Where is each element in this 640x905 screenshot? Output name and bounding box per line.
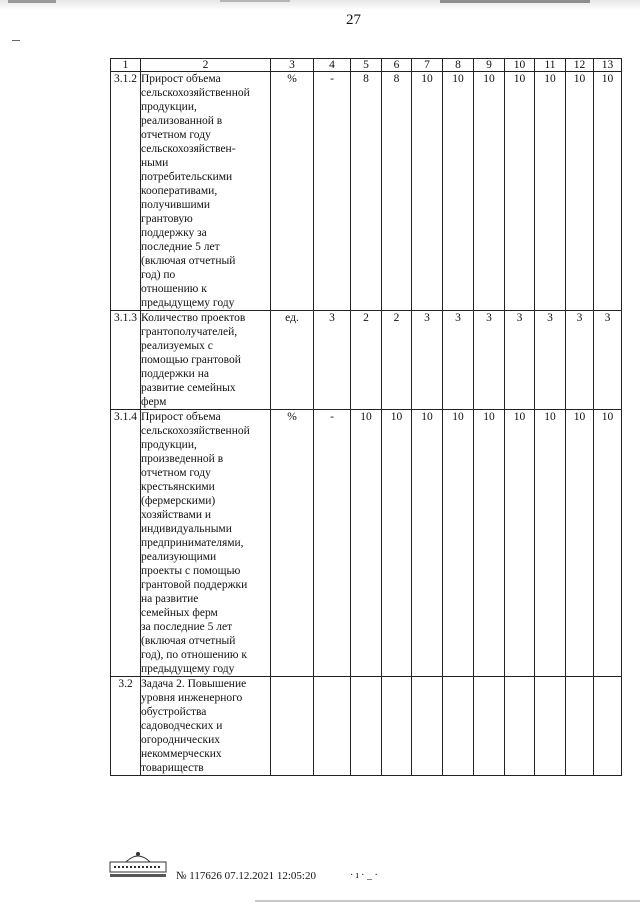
unit-cell bbox=[271, 677, 314, 776]
table-row bbox=[111, 72, 622, 311]
description-line: развитие семейных bbox=[141, 382, 236, 394]
column-number-header: 7 bbox=[412, 59, 443, 72]
column-number-header: 1 bbox=[111, 59, 141, 72]
scan-mark bbox=[220, 0, 290, 2]
description-line: продукции, bbox=[141, 101, 197, 113]
value-cell: 10 bbox=[566, 410, 594, 677]
description-line: год), по отношению к bbox=[141, 649, 247, 661]
value-cell bbox=[594, 677, 622, 776]
description-line: (включая отчетный bbox=[141, 635, 236, 647]
value-cell: 10 bbox=[594, 72, 622, 311]
row-code: 3.1.3 bbox=[111, 311, 141, 410]
description-line: поддержки на bbox=[141, 368, 209, 380]
description-line: потребительскими bbox=[141, 171, 233, 183]
electronic-signature-logo bbox=[108, 848, 168, 880]
column-number-header: 2 bbox=[141, 59, 271, 72]
description-line: крестьянскими bbox=[141, 481, 215, 493]
column-number-header: 11 bbox=[535, 59, 566, 72]
indicator-description bbox=[141, 311, 271, 410]
column-number-header: 4 bbox=[314, 59, 351, 72]
value-cell: 10 bbox=[474, 72, 505, 311]
indicator-description bbox=[141, 410, 271, 677]
value-cell: 3 bbox=[594, 311, 622, 410]
description-line: сельскохозяйственной bbox=[141, 425, 250, 437]
value-cell: 10 bbox=[505, 72, 535, 311]
description-line: помощью грантовой bbox=[141, 354, 241, 366]
description-line: сельскохозяйственной bbox=[141, 87, 250, 99]
description-line: грантовую bbox=[141, 213, 193, 225]
table-row bbox=[111, 311, 622, 410]
description-line: Количество проектов bbox=[141, 312, 246, 324]
description-line: проекты с помощью bbox=[141, 565, 241, 577]
description-line: грантовой поддержки bbox=[141, 579, 248, 591]
description-line: огороднических bbox=[141, 734, 221, 746]
description-line: реализуемых с bbox=[141, 340, 213, 352]
value-cell: 10 bbox=[443, 410, 474, 677]
description-line: на развитие bbox=[141, 593, 199, 605]
description-line: реализующими bbox=[141, 551, 217, 563]
description-line: Прирост объема bbox=[141, 73, 221, 85]
description-line: последние 5 лет bbox=[141, 241, 220, 253]
description-line: (фермерскими) bbox=[141, 495, 216, 507]
description-line: ферм bbox=[141, 396, 167, 408]
description-line: некоммерческих bbox=[141, 748, 222, 760]
value-cell bbox=[505, 677, 535, 776]
table-header-row bbox=[111, 59, 622, 72]
table-row bbox=[111, 410, 622, 677]
description-line: товариществ bbox=[141, 762, 204, 774]
description-line: получившими bbox=[141, 199, 211, 211]
value-cell: 10 bbox=[505, 410, 535, 677]
value-cell: 10 bbox=[594, 410, 622, 677]
description-line: садоводческих и bbox=[141, 720, 223, 732]
description-line: реализованной в bbox=[141, 115, 223, 127]
table-body bbox=[111, 59, 622, 776]
margin-mark bbox=[12, 40, 20, 41]
description-line: произведенной в bbox=[141, 453, 224, 465]
table-row bbox=[111, 677, 622, 776]
value-cell: 3 bbox=[505, 311, 535, 410]
value-cell bbox=[566, 677, 594, 776]
value-cell: 3 bbox=[443, 311, 474, 410]
value-cell: 10 bbox=[412, 410, 443, 677]
value-cell: 10 bbox=[412, 72, 443, 311]
description-line: индивидуальными bbox=[141, 523, 232, 535]
description-line: отчетном году bbox=[141, 129, 211, 141]
value-cell: 3 bbox=[535, 311, 566, 410]
indicators-table bbox=[110, 58, 622, 776]
description-line: год) по bbox=[141, 269, 176, 281]
description-line: продукции, bbox=[141, 439, 197, 451]
indicator-description bbox=[141, 677, 271, 776]
description-line: отчетном году bbox=[141, 467, 211, 479]
unit-cell: % bbox=[271, 410, 314, 677]
value-cell: 8 bbox=[351, 72, 382, 311]
value-cell bbox=[351, 677, 382, 776]
column-number-header: 9 bbox=[474, 59, 505, 72]
value-cell bbox=[412, 677, 443, 776]
value-cell: 10 bbox=[535, 72, 566, 311]
value-cell bbox=[314, 677, 351, 776]
column-number-header: 8 bbox=[443, 59, 474, 72]
description-line: поддержку за bbox=[141, 227, 207, 239]
unit-cell: ед. bbox=[271, 311, 314, 410]
scan-edge-bottom bbox=[255, 900, 640, 902]
description-line: (включая отчетный bbox=[141, 255, 236, 267]
column-number-header: 5 bbox=[351, 59, 382, 72]
value-cell: 10 bbox=[535, 410, 566, 677]
value-cell: 3 bbox=[412, 311, 443, 410]
value-cell: 2 bbox=[351, 311, 382, 410]
scan-mark bbox=[440, 0, 590, 3]
description-line: ными bbox=[141, 157, 169, 169]
description-line: предыдущему году bbox=[141, 297, 235, 309]
page-number: 27 bbox=[346, 12, 361, 28]
value-cell: 10 bbox=[351, 410, 382, 677]
value-cell: - bbox=[314, 72, 351, 311]
description-line: семейных ферм bbox=[141, 607, 218, 619]
value-cell: 2 bbox=[382, 311, 412, 410]
value-cell: 10 bbox=[382, 410, 412, 677]
description-line: Задача 2. Повышение bbox=[141, 678, 247, 690]
value-cell: 10 bbox=[566, 72, 594, 311]
description-line: хозяйствами и bbox=[141, 509, 212, 521]
scan-mark bbox=[8, 0, 56, 3]
value-cell bbox=[382, 677, 412, 776]
value-cell: 3 bbox=[314, 311, 351, 410]
value-cell: 10 bbox=[474, 410, 505, 677]
row-code: 3.1.2 bbox=[111, 72, 141, 311]
value-cell: 3 bbox=[474, 311, 505, 410]
column-number-header: 13 bbox=[594, 59, 622, 72]
column-number-header: 3 bbox=[271, 59, 314, 72]
value-cell bbox=[443, 677, 474, 776]
description-line: за последние 5 лет bbox=[141, 621, 233, 633]
description-line: сельскохозяйствен- bbox=[141, 143, 236, 155]
value-cell bbox=[535, 677, 566, 776]
value-cell: - bbox=[314, 410, 351, 677]
description-line: кооперативами, bbox=[141, 185, 218, 197]
unit-cell: % bbox=[271, 72, 314, 311]
footer-marks: · ı · _ · bbox=[350, 870, 378, 881]
column-number-header: 6 bbox=[382, 59, 412, 72]
description-line: грантополучателей, bbox=[141, 326, 238, 338]
value-cell bbox=[474, 677, 505, 776]
description-line: отношению к bbox=[141, 283, 207, 295]
value-cell: 10 bbox=[443, 72, 474, 311]
row-code: 3.2 bbox=[111, 677, 141, 776]
value-cell: 8 bbox=[382, 72, 412, 311]
value-cell: 3 bbox=[566, 311, 594, 410]
indicator-description bbox=[141, 72, 271, 311]
document-stamp: № 117626 07.12.2021 12:05:20 bbox=[176, 870, 316, 882]
description-line: предпринимателями, bbox=[141, 537, 244, 549]
row-code: 3.1.4 bbox=[111, 410, 141, 677]
column-number-header: 10 bbox=[505, 59, 535, 72]
description-line: обустройства bbox=[141, 706, 207, 718]
description-line: уровня инженерного bbox=[141, 692, 243, 704]
description-line: предыдущему году bbox=[141, 663, 235, 675]
column-number-header: 12 bbox=[566, 59, 594, 72]
description-line: Прирост объема bbox=[141, 411, 221, 423]
